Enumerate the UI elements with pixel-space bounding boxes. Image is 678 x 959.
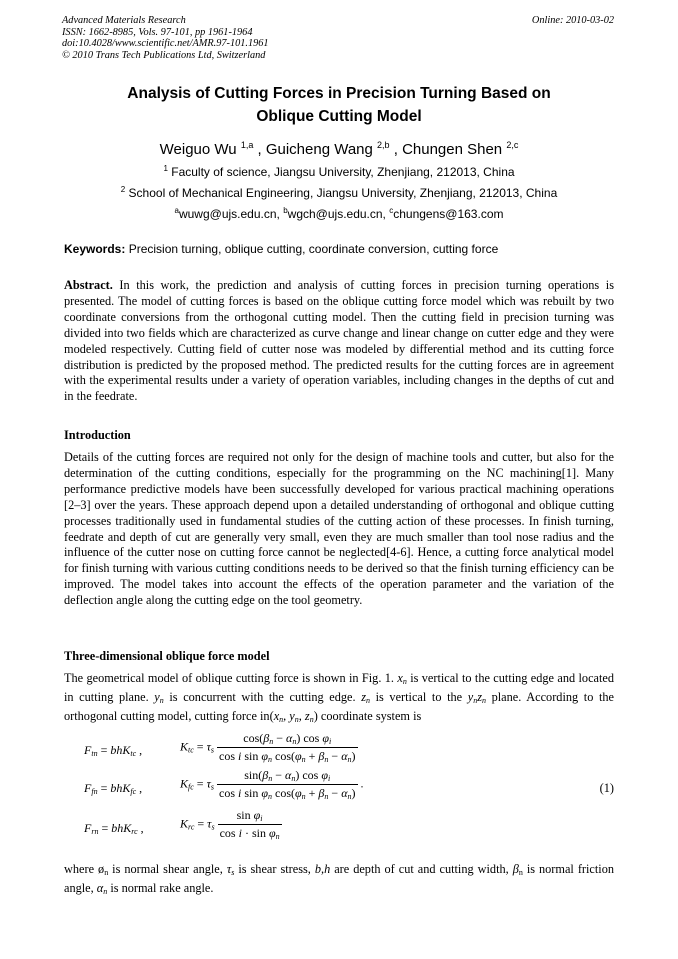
email-sup: c — [389, 206, 394, 215]
section-heading-model: Three-dimensional oblique force model — [64, 649, 270, 663]
section-heading-introduction: Introduction — [64, 428, 131, 442]
abstract-text: In this work, the prediction and analysis of cutting forces in precision turning operations is presented. The model of cutting forces is based on the oblique cutting force model which was rebuilt by two coordinate conversions from the orthogonal cutting model. Then the cutting field in precision turning was divided into two fields which are characterized as curve change and linear change on cutter edge and they were modeled respectively. Cutting field of cutter nose was modeled by differential method and its cutting force distribution is predicted by the proposed method. The predicted results for the cutting forces are in agreement with the experimental results under a variety of operation variables, including changes in the depths of cut and in the feedrate. — [64, 278, 614, 404]
author-name: Guicheng Wang — [265, 141, 378, 158]
keywords-label: Keywords: — [64, 242, 126, 256]
introduction-text: Details of the cutting forces are required not only for the design of machine tools and cutter, but also for the determination of the cutting conditions, especially for the programming on the NC machining[1]. Many performance predictive models have been successfully developed for various practical machining operations [2–3] over the years. These approach depend upon a detailed understanding of orthogonal and oblique cutting processes traditionally used in fundamental studies of the cutting action of these processes. In finish turning, feedrate and depth of cut are generally very small, even they are much smaller than tool nose radius and the influence of the cutter nose on cutting force cannot be neglected[4-6]. Hence, a cutting force analytical model for finish turning with various cutting conditions needs to be derived so that the finish turning efficiency can be improved. The model takes into account the effects of the operation parameter and the variation of the deflection angle along the cutting edge on the tool geometry. — [64, 450, 614, 608]
author-affil-sup: 2,b — [377, 140, 390, 150]
affiliation-2 — [0, 185, 678, 200]
where-text-part: is normal shear angle, — [108, 862, 227, 876]
var-y: y — [154, 689, 160, 704]
where-paragraph: where $ø_n$ is normal shear angle, $\tau_s$ is shear stress, b,h are depth of cut and cutting width, $\beta_n$ is normal friction angle, $\alpha_n$ is normal rake angle. — [64, 862, 615, 896]
affil-text: Faculty of science, Jiangsu University, Zhenjiang, 212013, China — [167, 165, 515, 179]
author-separator: , — [253, 141, 266, 158]
where-text-part: is normal rake angle. — [107, 880, 214, 895]
title-line-1: Analysis of Cutting Forces in Precision Turning Based on — [127, 85, 551, 102]
email-text: chungens@163.com — [393, 207, 504, 221]
author-affil-sup: 1,a — [240, 140, 254, 150]
where-text-part: is normal friction angle, — [64, 862, 615, 895]
email-sup: a — [174, 206, 179, 215]
model-text-part: is vertical to the cutting edge and located in cutting plane. — [64, 671, 615, 704]
issn-line: ISSN: 1662-8985, Vols. 97-101, pp 1961-1964 — [62, 26, 253, 38]
model-text-part: The geometrical model of oblique cutting force is shown in Fig. 1. — [64, 671, 398, 685]
author-separator: , — [389, 141, 403, 158]
email-line — [0, 206, 678, 221]
keywords-text: Precision turning, oblique cutting, coordinate conversion, cutting force — [125, 242, 499, 256]
abstract-label: Abstract. — [64, 278, 113, 292]
model-paragraph: The geometrical model of oblique cutting force is shown in Fig. 1. $x_n$ is vertical to the cutting edge and located in cutting plane. $y_n$ is concurrent with the cutting edge. $z_n$ is vertical to the $y_nz_n$ plane. According to the orthogonal cutting model, cutting force $in(x_n$, $y_n$, $z_n$) coordinate system is — [64, 671, 615, 724]
author-name: Chungen Shen — [402, 141, 507, 158]
model-text-part: is concurrent with the cutting edge. — [163, 689, 362, 704]
keywords — [64, 242, 498, 256]
doi-line: doi:10.4028/www.scientific.net/AMR.97-101.1961 — [62, 38, 269, 49]
equation-ktc: $K_{tc} = \tau_s$ $\frac{\cos(\beta_n - \alpha_n) \cos \varphi_i}{\cos i \sin \varphi_n \cos(\varphi_n + \beta_n - \alpha_n)}$ — [180, 731, 356, 764]
email-text: wuwg@ujs.edu.cn, — [178, 207, 284, 221]
equation-krc: $K_{rc} = \tau_s$ $\frac{\sin \varphi_i}{\cos i \cdot \sin \varphi_n}$ — [180, 808, 280, 841]
email-sup: b — [283, 206, 288, 215]
author-affil-sup: 2,c — [506, 140, 519, 150]
affiliation-1 — [0, 164, 678, 179]
var-x: x — [397, 671, 403, 685]
author-list — [0, 140, 678, 158]
journal-name: Advanced Materials Research — [62, 15, 186, 26]
paper-title — [0, 82, 678, 128]
where-text-part: is shear stress, — [234, 862, 315, 876]
model-text-part: ) coordinate system is — [313, 708, 422, 723]
equation-ffn: $F_{fn} = bhK_{fc}$ , — [84, 781, 143, 796]
abstract — [64, 278, 614, 405]
author-name: Weiguo Wu — [159, 141, 241, 158]
email-text: wgch@ujs.edu.cn, — [287, 207, 390, 221]
copyright-line: © 2010 Trans Tech Publications Ltd, Switzerland — [62, 49, 266, 61]
var-z: z — [361, 689, 366, 704]
equation-frn: $F_{rn} = bhK_{rc}$ , — [84, 821, 144, 836]
online-date: Online: 2010-03-02 — [531, 15, 614, 26]
journal-header — [62, 15, 269, 61]
affil-sup: 1 — [163, 164, 168, 173]
where-text-part: are depth of cut and cutting width, — [330, 862, 513, 876]
where-text-part: where ø — [64, 862, 105, 876]
title-line-2: Oblique Cutting Model — [256, 108, 422, 125]
affil-sup: 2 — [120, 185, 126, 194]
equation-ftn: $F_{tn} = bhK_{tc}$ , — [84, 743, 143, 758]
affil-text: School of Mechanical Engineering, Jiangsu University, Zhenjiang, 212013, China — [125, 186, 558, 200]
equation-number: (1) — [599, 781, 614, 795]
equation-kfc: $K_{fc} = \tau_s$ $\frac{\sin(\beta_n - \alpha_n) \cos \varphi_i}{\cos i \sin \varphi_n \cos(\varphi_n + \beta_n - \alpha_n)}$ . — [180, 768, 364, 801]
model-text-part: plane. According to the orthogonal cutting model, cutting force in( — [64, 689, 614, 723]
model-text-part: is vertical to the — [369, 689, 468, 704]
